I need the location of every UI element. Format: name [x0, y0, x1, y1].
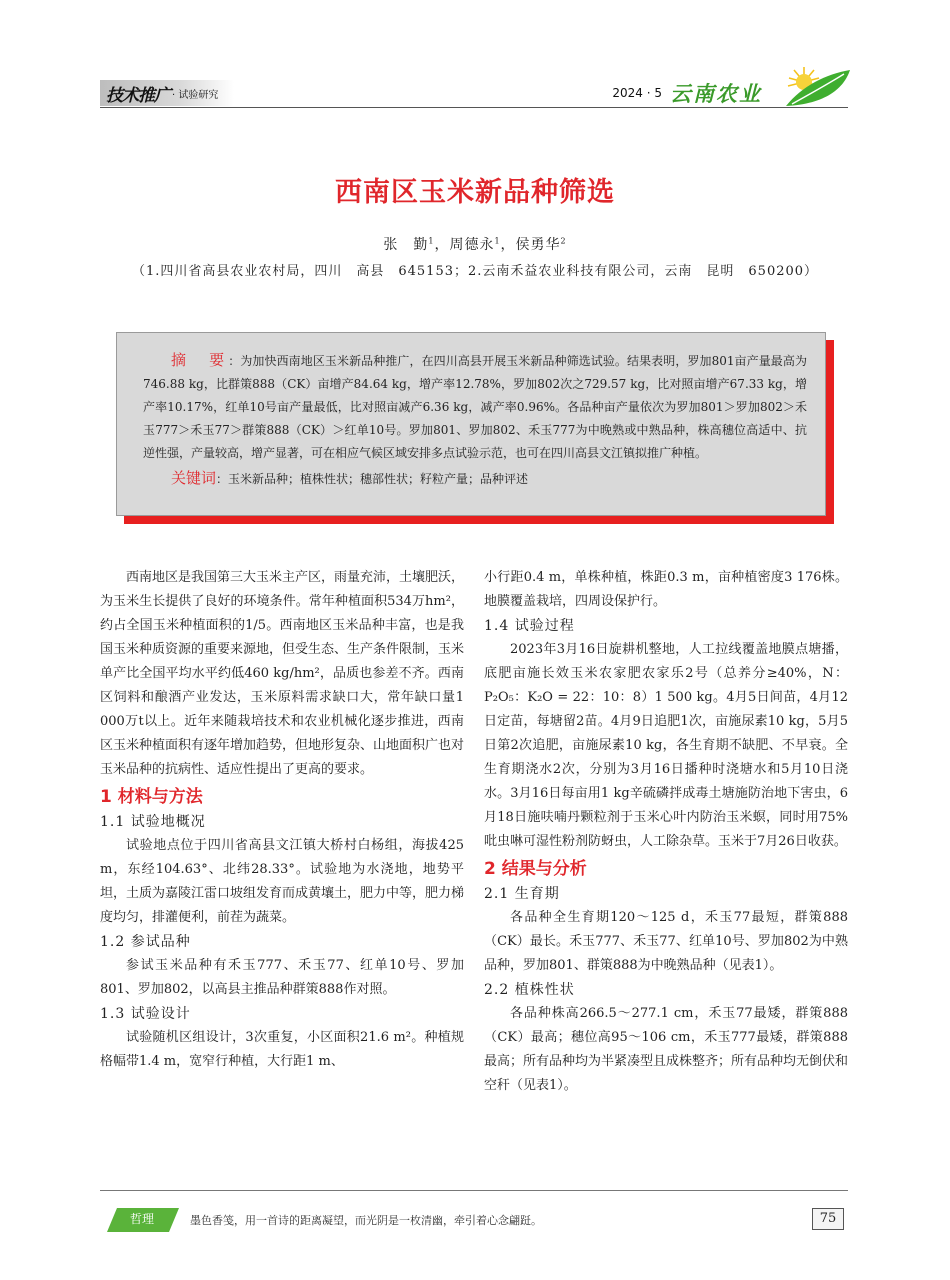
section-tag	[100, 80, 234, 106]
footer-quote: 墨色香笺，用一首诗的距离凝望，而光阴是一枚清幽，牵引着心念翩跹。	[190, 1214, 542, 1227]
author-name: 侯勇华	[515, 237, 561, 253]
issue-number: 2024 · 5	[612, 86, 662, 100]
author-affil-mark: 1	[494, 236, 501, 246]
right-column	[484, 566, 848, 1098]
growth-period-paragraph: 各品种全生育期120～125 d，禾玉77最短，群策888（CK）最长。禾玉777、禾玉77、红单10号、罗加802为中熟品种，罗加801、群策888为中晚熟品种（见表1）。	[484, 910, 848, 973]
site-paragraph: 试验地点位于四川省高县文江镇大桥村白杨组，海拔425 m，东经104.63°、北纬28.33°。试验地为水浇地，地势平坦，土质为嘉陵江雷口坡组发育而成黄壤土，肥力中等，肥力梯度均匀，排灌便利，前茬为蔬菜。	[100, 838, 465, 925]
section-main-label: 技术推广	[106, 85, 170, 106]
author-line	[0, 234, 950, 254]
footer-label: 哲理	[130, 1212, 155, 1226]
varieties-paragraph: 参试玉米品种有禾玉777、禾玉77、红单10号、罗加801、罗加802，以高县主推品种群策888作对照。	[100, 958, 464, 997]
author-affil-mark: 1	[428, 236, 435, 246]
design-continued-paragraph: 小行距0.4 m，单株种植，株距0.3 m，亩种植密度3 176株。地膜覆盖栽培，四周设保护行。	[484, 570, 848, 609]
subsection-heading-1-1: 1.1 试验地概况	[100, 814, 206, 830]
article-title: 西南区玉米新品种筛选	[335, 177, 615, 208]
left-column	[100, 566, 464, 1074]
abstract-label: 摘 要	[171, 351, 229, 369]
abstract-box	[116, 332, 826, 516]
subsection-heading-1-2: 1.2 参试品种	[100, 934, 191, 950]
intro-paragraph: 西南地区是我国第三大玉米主产区，雨量充沛，土壤肥沃，为玉米生长提供了良好的环境条件。常年种植面积534万hm²，约占全国玉米种植面积的1/5。西南地区玉米品种丰富，也是我国玉米种质资源的重要来源地，但受生态、生产条件限制，玉米单产比全国平均水平约低460 kg/hm²，品质也参差不齐。西南区饲料和酿酒产业发达，玉米原料需求缺口大，常年缺口量1 000万t以上。近年来随栽培技术和农业机械化逐步推进，西南区玉米种植面积有逐年增加趋势，但地形复杂、山地面积广也对玉米品种的抗病性、适应性提出了更高的要求。	[100, 570, 465, 777]
page-number: 75	[812, 1208, 844, 1230]
author-name: 周德永	[449, 237, 495, 253]
section-heading-1: 1 材料与方法	[100, 787, 203, 807]
abstract-paragraph	[143, 349, 807, 465]
subsection-heading-2-2: 2.2 植株性状	[484, 982, 575, 998]
leaf-icon	[786, 70, 850, 106]
affiliation-line: （1.四川省高县农业农村局，四川 高县 645153；2.云南禾益农业科技有限公司，云南 昆明 650200）	[131, 264, 819, 279]
section-heading-2: 2 结果与分析	[484, 859, 587, 879]
author-name: 张 勤	[383, 237, 429, 253]
keywords-label: 关键词	[171, 469, 217, 487]
plant-traits-paragraph: 各品种株高266.5～277.1 cm，禾玉77最矮，群策888（CK）最高；穗位高95～106 cm，禾玉777最矮，群策888最高；所有品种均为半紧凑型且成株整齐；所有品种均无倒伏和空秆（见表1）。	[484, 1006, 849, 1093]
process-paragraph: 2023年3月16日旋耕机整地，人工拉线覆盖地膜点塘播，底肥亩施长效玉米农家肥农家乐2号（总养分≥40%，N：P₂O₅：K₂O = 22：10：8）1 500 kg。4月5日间苗，4月12日定苗，每塘留2苗。4月9日追肥1次，亩施尿素10 kg，5月5日第2次追肥，亩施尿素10 kg，各生育期不缺肥、不早衰。全生育期浇水2次，分别为3月16日播种时浇塘水和5月10日浇水。3月16日每亩用1 kg辛硫磷拌成毒土塘施防治地下害虫，6月18日施呋喃丹颗粒剂于玉米心叶内防治玉米螟，同时用75%吡虫啉可湿性粉剂防蚜虫，人工除杂草。玉米于7月26日收获。	[484, 642, 848, 849]
magazine-name: 云南农业	[670, 81, 762, 106]
author-separator: ，	[500, 237, 516, 253]
abstract-text: 为加快西南地区玉米新品种推广，在四川高县开展玉米新品种筛选试验。结果表明，罗加801亩产量最高为746.88 kg，比群策888（CK）亩增产84.64 kg，增产率12.78%，罗加802次之729.57 kg，比对照亩增产67.33 kg，增产率10.17%，红单10号亩产量最低，比对照亩减产6.36 kg，减产率0.96%。各品种亩产量依次为罗加801＞罗加802＞禾玉777＞禾玉77＞群策888（CK）＞红单10号。罗加801、罗加802、禾玉777为中晚熟或中熟品种，株高穗位高适中、抗逆性强，产量较高，增产显著，可在相应气候区域安排多点试验示范，也可在四川高县文江镇拟推广种植。	[143, 354, 807, 460]
subsection-heading-1-4: 1.4 试验过程	[484, 618, 575, 634]
author-affil-mark: 2	[560, 236, 567, 246]
keywords-line	[143, 467, 807, 491]
sun-leaf-logo-icon	[780, 64, 852, 108]
subsection-heading-2-1: 2.1 生育期	[484, 886, 560, 902]
keywords-text: 玉米新品种；植株性状；穗部性状；籽粒产量；品种评述	[228, 472, 529, 486]
design-paragraph: 试验随机区组设计，3次重复，小区面积21.6 m²。种植规格幅带1.4 m，宽窄行种植，大行距1 m、	[100, 1030, 464, 1069]
abstract-colon: ：	[228, 354, 241, 368]
subsection-heading-1-3: 1.3 试验设计	[100, 1006, 191, 1022]
footer-rule	[100, 1190, 848, 1191]
keywords-colon: ：	[216, 472, 229, 486]
author-separator: ，	[434, 237, 450, 253]
section-sub-label: · 试验研究	[172, 89, 219, 101]
